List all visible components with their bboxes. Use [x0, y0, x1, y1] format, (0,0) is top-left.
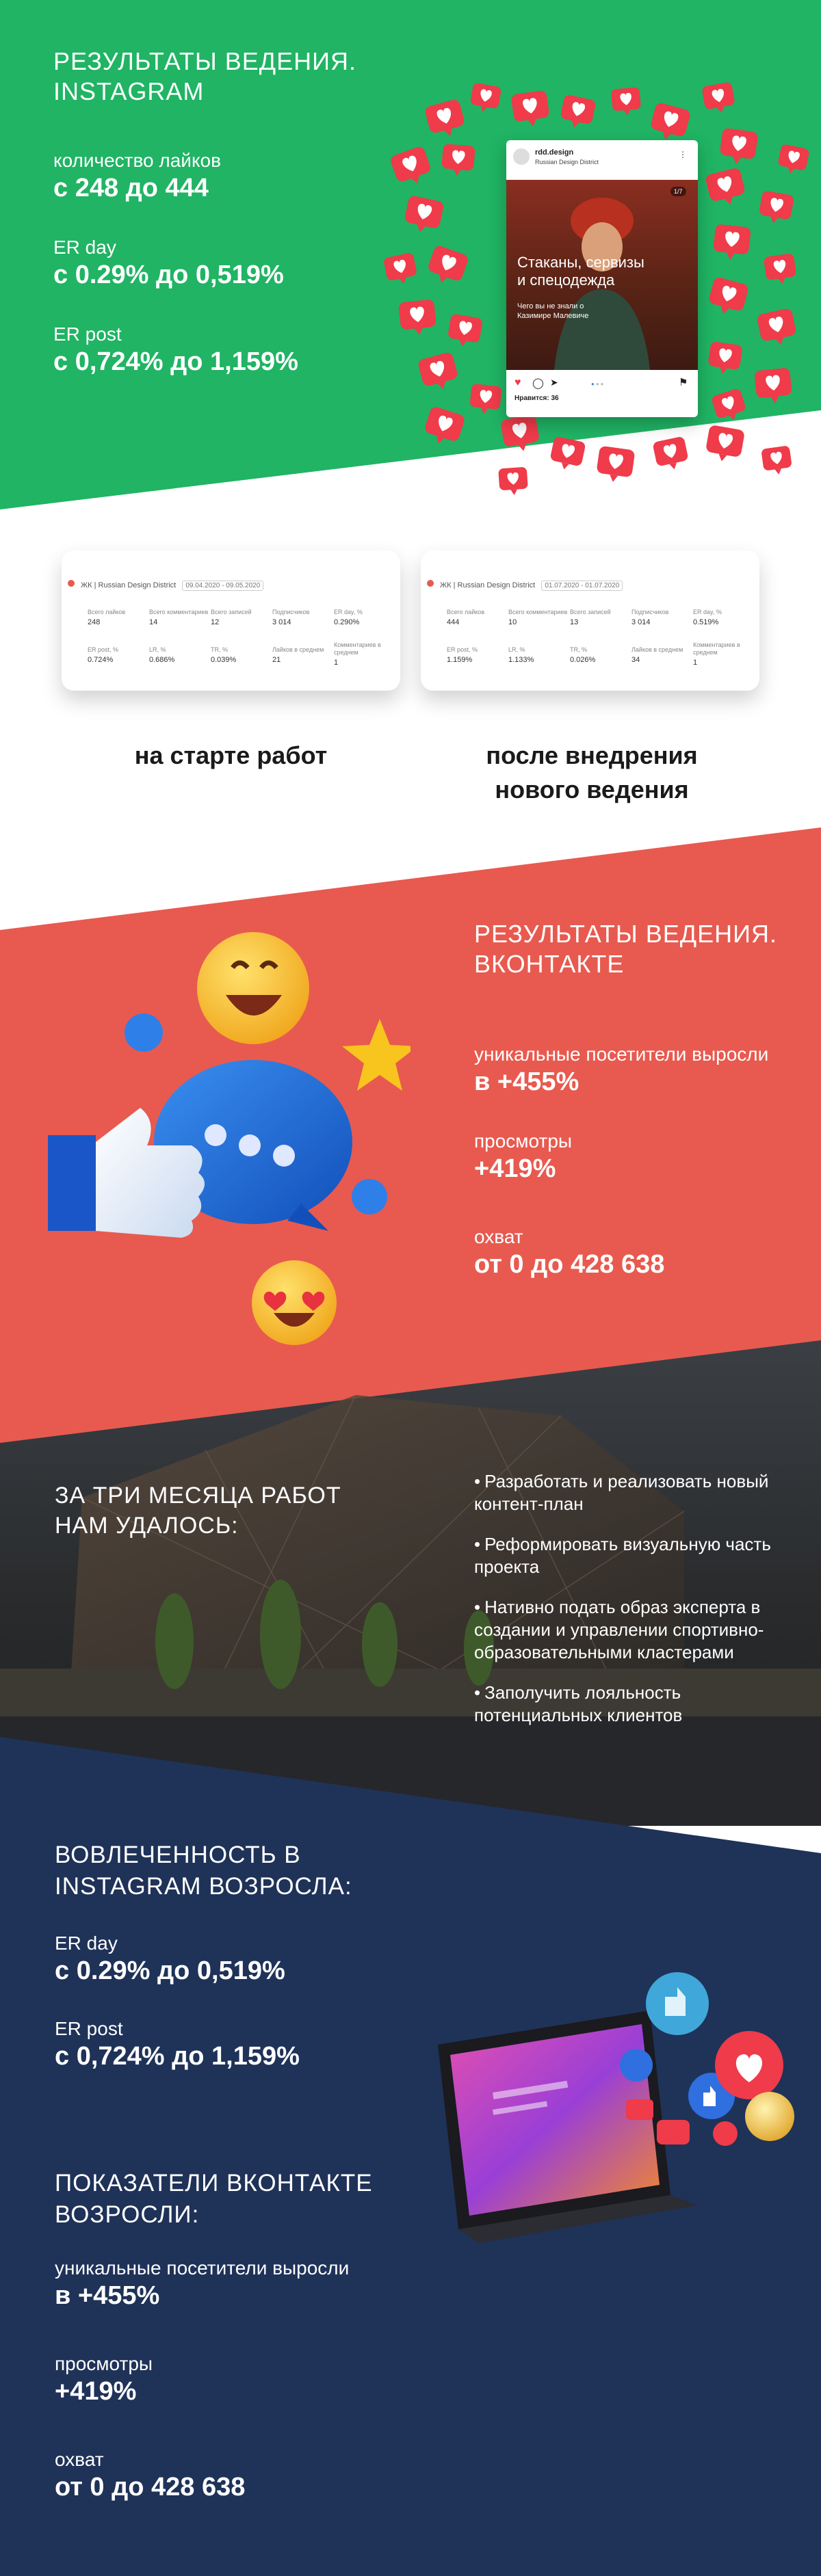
stats-card-after [421, 550, 759, 691]
engagement-stat-er-post [55, 2017, 410, 2072]
card-metric [334, 641, 395, 667]
achievement-text: Реформировать визуальную часть проекта [474, 1534, 771, 1577]
card-metric [570, 646, 631, 665]
metric-value: 3 014 [272, 618, 291, 626]
metric-value: 34 [631, 656, 640, 664]
stat-value: с 0,724% до 1,159% [55, 2042, 300, 2071]
achievement-item [474, 1596, 803, 1664]
more-options-icon[interactable]: ⋮ [679, 150, 687, 159]
metric-label: Всего записей [211, 609, 252, 615]
achievement-item [474, 1682, 803, 1727]
stat-value: с 248 до 444 [53, 174, 209, 202]
bullet: • [474, 1682, 481, 1703]
metric-label: ER post, % [88, 646, 119, 653]
carousel-dots: ●●● [591, 381, 605, 387]
engagement-title: ВОВЛЕЧЕННОСТЬ В INSTAGRAM ВОЗРОСЛА: [55, 1842, 352, 1900]
metric-label: TR, % [211, 646, 229, 653]
vk-results-title: РЕЗУЛЬТАТЫ ВЕДЕНИЯ. ВКОНТАКТЕ [474, 920, 778, 978]
card-metric [149, 646, 211, 665]
metric-label: ER day, % [334, 609, 363, 615]
metric-label: ER post, % [447, 646, 478, 653]
rdd-logo-icon [66, 578, 77, 589]
vk-metrics-views [55, 2352, 438, 2407]
metric-value: 0.290% [334, 618, 360, 626]
instagram-stat-er-post [53, 323, 409, 377]
achievement-text: Нативно подать образ эксперта в создании и управлении спортивно-образовательными кластерами [474, 1597, 764, 1662]
vk-metrics-visitors [55, 2257, 438, 2311]
stat-label: количество лайков [53, 150, 221, 171]
bullet: • [474, 1597, 481, 1617]
card-metric [508, 646, 570, 665]
account-name: rdd.design [535, 148, 574, 157]
caption-after: после внедрения нового ведения [486, 741, 698, 804]
metric-label: LR, % [508, 646, 525, 653]
account-subtitle: Russian Design District [535, 159, 599, 165]
stat-label: ER post [53, 323, 122, 345]
card-metric [334, 609, 395, 627]
bookmark-icon[interactable]: ⚑ [679, 377, 688, 388]
metric-value: 444 [447, 618, 460, 626]
stat-value: с 0,724% до 1,159% [53, 347, 298, 376]
achievement-item [474, 1533, 803, 1578]
metric-value: 10 [508, 618, 517, 626]
stat-value: от 0 до 428 638 [55, 2473, 246, 2501]
vk-metrics-title: ПОКАЗАТЕЛИ ВКОНТАКТЕ ВОЗРОСЛИ: [55, 2170, 373, 2228]
metric-label: LR, % [149, 646, 166, 653]
metric-value: 3 014 [631, 618, 651, 626]
metric-value: 1 [334, 659, 339, 667]
stat-value: с 0.29% до 0,519% [55, 1956, 285, 1985]
card-metric [149, 609, 211, 627]
post-likes-count: Нравится: 36 [514, 395, 559, 402]
card-metric [693, 609, 755, 627]
post-image [506, 180, 698, 370]
metric-value: 0.519% [693, 618, 719, 626]
vk-stat-reach [474, 1225, 803, 1280]
metric-value: 1 [693, 659, 698, 667]
metric-label: TR, % [570, 646, 588, 653]
metric-value: 0.724% [88, 656, 114, 664]
stat-value: от 0 до 428 638 [474, 1250, 665, 1279]
card-metric [272, 646, 334, 665]
stat-value: в +455% [55, 2281, 160, 2310]
metric-label: Лайков в среднем [272, 646, 324, 653]
vk-stat-views [474, 1130, 803, 1184]
metric-value: 1.133% [508, 656, 534, 664]
achievement-item [474, 1470, 803, 1515]
metric-value: 21 [272, 656, 281, 664]
metric-value: 12 [211, 618, 220, 626]
metric-label: Комментариев в среднем [334, 641, 381, 656]
metric-label: Всего комментариев [508, 609, 568, 615]
card-account: ЖК | Russian Design District [440, 581, 536, 589]
metric-value: 1.159% [447, 656, 473, 664]
comment-icon[interactable]: ◯ [532, 377, 544, 389]
metric-label: Всего лайков [88, 609, 126, 615]
card-metric [693, 641, 755, 667]
stat-label: ER post [55, 2018, 123, 2039]
metric-label: ER day, % [693, 609, 722, 615]
metric-value: 0.039% [211, 656, 237, 664]
card-metric [272, 609, 334, 627]
stat-label: ER day [55, 1933, 118, 1954]
vk-stat-visitors [474, 1043, 803, 1098]
post-headline: Стаканы, сервизы и спецодежда [517, 254, 644, 289]
card-metric [631, 609, 693, 627]
instagram-stat-er-day [53, 236, 409, 291]
post-badge: 1/7 [670, 187, 686, 196]
metric-label: Всего записей [570, 609, 611, 615]
metric-value: 14 [149, 618, 158, 626]
stat-label: охват [474, 1226, 523, 1247]
card-metric [88, 609, 149, 627]
stat-label: уникальные посетители выросли [55, 2257, 350, 2279]
like-heart-icon[interactable]: ♥ [514, 377, 521, 388]
bullet: • [474, 1534, 481, 1554]
share-icon[interactable]: ➤ [550, 377, 558, 388]
post-subline: Чего вы не знали о Казимире Малевиче [517, 302, 589, 320]
card-metric [570, 609, 631, 627]
bullet: • [474, 1471, 481, 1491]
instagram-results-title: РЕЗУЛЬТАТЫ ВЕДЕНИЯ. INSTAGRAM [53, 47, 357, 105]
stat-value: в +455% [474, 1067, 579, 1096]
stat-label: просмотры [474, 1130, 573, 1152]
stat-value: +419% [55, 2377, 137, 2406]
caption-before: на старте работ [134, 741, 328, 769]
stat-value: с 0.29% до 0,519% [53, 261, 284, 289]
card-date-range: 01.07.2020 - 01.07.2020 [541, 581, 623, 591]
achievements-title: ЗА ТРИ МЕСЯЦА РАБОТ НАМ УДАЛОСЬ: [55, 1483, 341, 1539]
metric-value: 0.686% [149, 656, 175, 664]
card-metric [88, 646, 149, 665]
stat-value: +419% [474, 1154, 556, 1183]
card-metric [508, 609, 570, 627]
instagram-stat-likes [53, 149, 409, 204]
card-metric [631, 646, 693, 665]
card-header [81, 581, 263, 591]
stat-label: охват [55, 2449, 104, 2470]
instagram-post-mockup [506, 140, 698, 417]
card-account: ЖК | Russian Design District [81, 581, 177, 589]
card-header [440, 581, 623, 591]
metric-value: 248 [88, 618, 101, 626]
rdd-logo-icon [425, 578, 436, 589]
metric-value: 0.026% [570, 656, 596, 664]
card-metric [447, 646, 508, 665]
account-avatar [513, 148, 530, 165]
achievement-text: Заполучить лояльность потенциальных клиентов [474, 1682, 683, 1725]
achievement-text: Разработать и реализовать новый контент-план [474, 1471, 769, 1514]
vk-metrics-reach [55, 2448, 438, 2503]
stat-label: просмотры [55, 2353, 153, 2374]
card-metric [211, 646, 272, 665]
card-metric [211, 609, 272, 627]
metric-label: Подписчиков [631, 609, 669, 615]
metric-value: 13 [570, 618, 579, 626]
metric-label: Всего лайков [447, 609, 485, 615]
metric-label: Подписчиков [272, 609, 310, 615]
stat-label: ER day [53, 237, 116, 258]
achievements-list [474, 1470, 803, 1744]
card-date-range: 09.04.2020 - 09.05.2020 [182, 581, 263, 591]
social-3d-illustration [27, 909, 410, 1361]
laptop-social-illustration [410, 1969, 800, 2270]
metric-label: Комментариев в среднем [693, 641, 740, 656]
metric-label: Лайков в среднем [631, 646, 683, 653]
stats-card-before [62, 550, 400, 691]
engagement-stat-er-day [55, 1932, 410, 1987]
card-metric [447, 609, 508, 627]
stat-label: уникальные посетители выросли [474, 1044, 769, 1065]
metric-label: Всего комментариев [149, 609, 209, 615]
